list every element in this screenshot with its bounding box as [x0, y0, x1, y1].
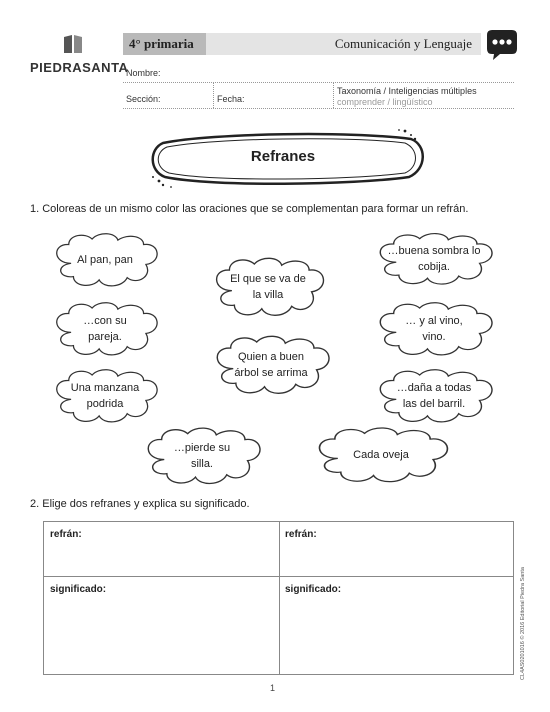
name-label: Nombre: — [126, 68, 161, 78]
grade-label: 4° primaria — [129, 36, 194, 51]
page-title: Refranes — [250, 148, 316, 165]
cloud-text: …pierde su silla. — [173, 442, 231, 470]
cloud-text: …buena sombra lo cobija. — [387, 245, 481, 273]
refran-label-left: refrán: — [50, 529, 82, 540]
header-bottom-line — [123, 108, 514, 109]
date-label: Fecha: — [217, 94, 245, 104]
cloud-text: Al pan, pan — [77, 254, 133, 266]
section-label: Sección: — [126, 94, 161, 104]
refran-answer-right[interactable] — [280, 540, 513, 575]
cloud-text: El que se va de la villa — [230, 273, 306, 301]
refran-answer-left[interactable] — [44, 540, 278, 575]
refran-label-right: refrán: — [285, 529, 317, 540]
taxonomy-subtitle: comprender / lingüístico — [337, 97, 433, 107]
instruction-2: 2. Elige dos refranes y explica su significado. — [30, 498, 250, 510]
significado-answer-left[interactable] — [44, 595, 278, 674]
cloud-text: … y al vino, vino. — [405, 315, 463, 343]
date-divider — [333, 82, 334, 108]
name-field-line[interactable] — [123, 82, 514, 83]
brand-logo-text: PIEDRASANTA — [30, 60, 129, 75]
subject-label: Comunicación y Lenguaje — [334, 36, 472, 51]
significado-label-left: significado: — [50, 584, 107, 595]
book-logo-icon — [62, 33, 84, 55]
cloud-text: Cada oveja — [353, 449, 409, 461]
cloud-text: …daña a todas las del barril. — [396, 382, 472, 410]
table-row-divider — [43, 576, 514, 577]
section-divider — [213, 82, 214, 108]
significado-label-right: significado: — [285, 584, 342, 595]
page-number: 1 — [270, 683, 276, 693]
speech-bubble-icon — [484, 27, 520, 63]
instruction-1: 1. Coloreas de un mismo color las oraciones que se complementan para formar un refrán. — [30, 203, 469, 215]
taxonomy-title: Taxonomía / Inteligencias múltiples — [337, 86, 477, 96]
cloud-text: …con su pareja. — [83, 315, 127, 343]
significado-answer-right[interactable] — [280, 595, 513, 674]
cloud-text: Quien a buen árbol se arrima — [234, 351, 308, 379]
cloud-text: Una manzana podrida — [70, 382, 140, 410]
copyright-note: CL4AS0201016 © 2016 Editorial Piedra Santa — [520, 567, 526, 680]
